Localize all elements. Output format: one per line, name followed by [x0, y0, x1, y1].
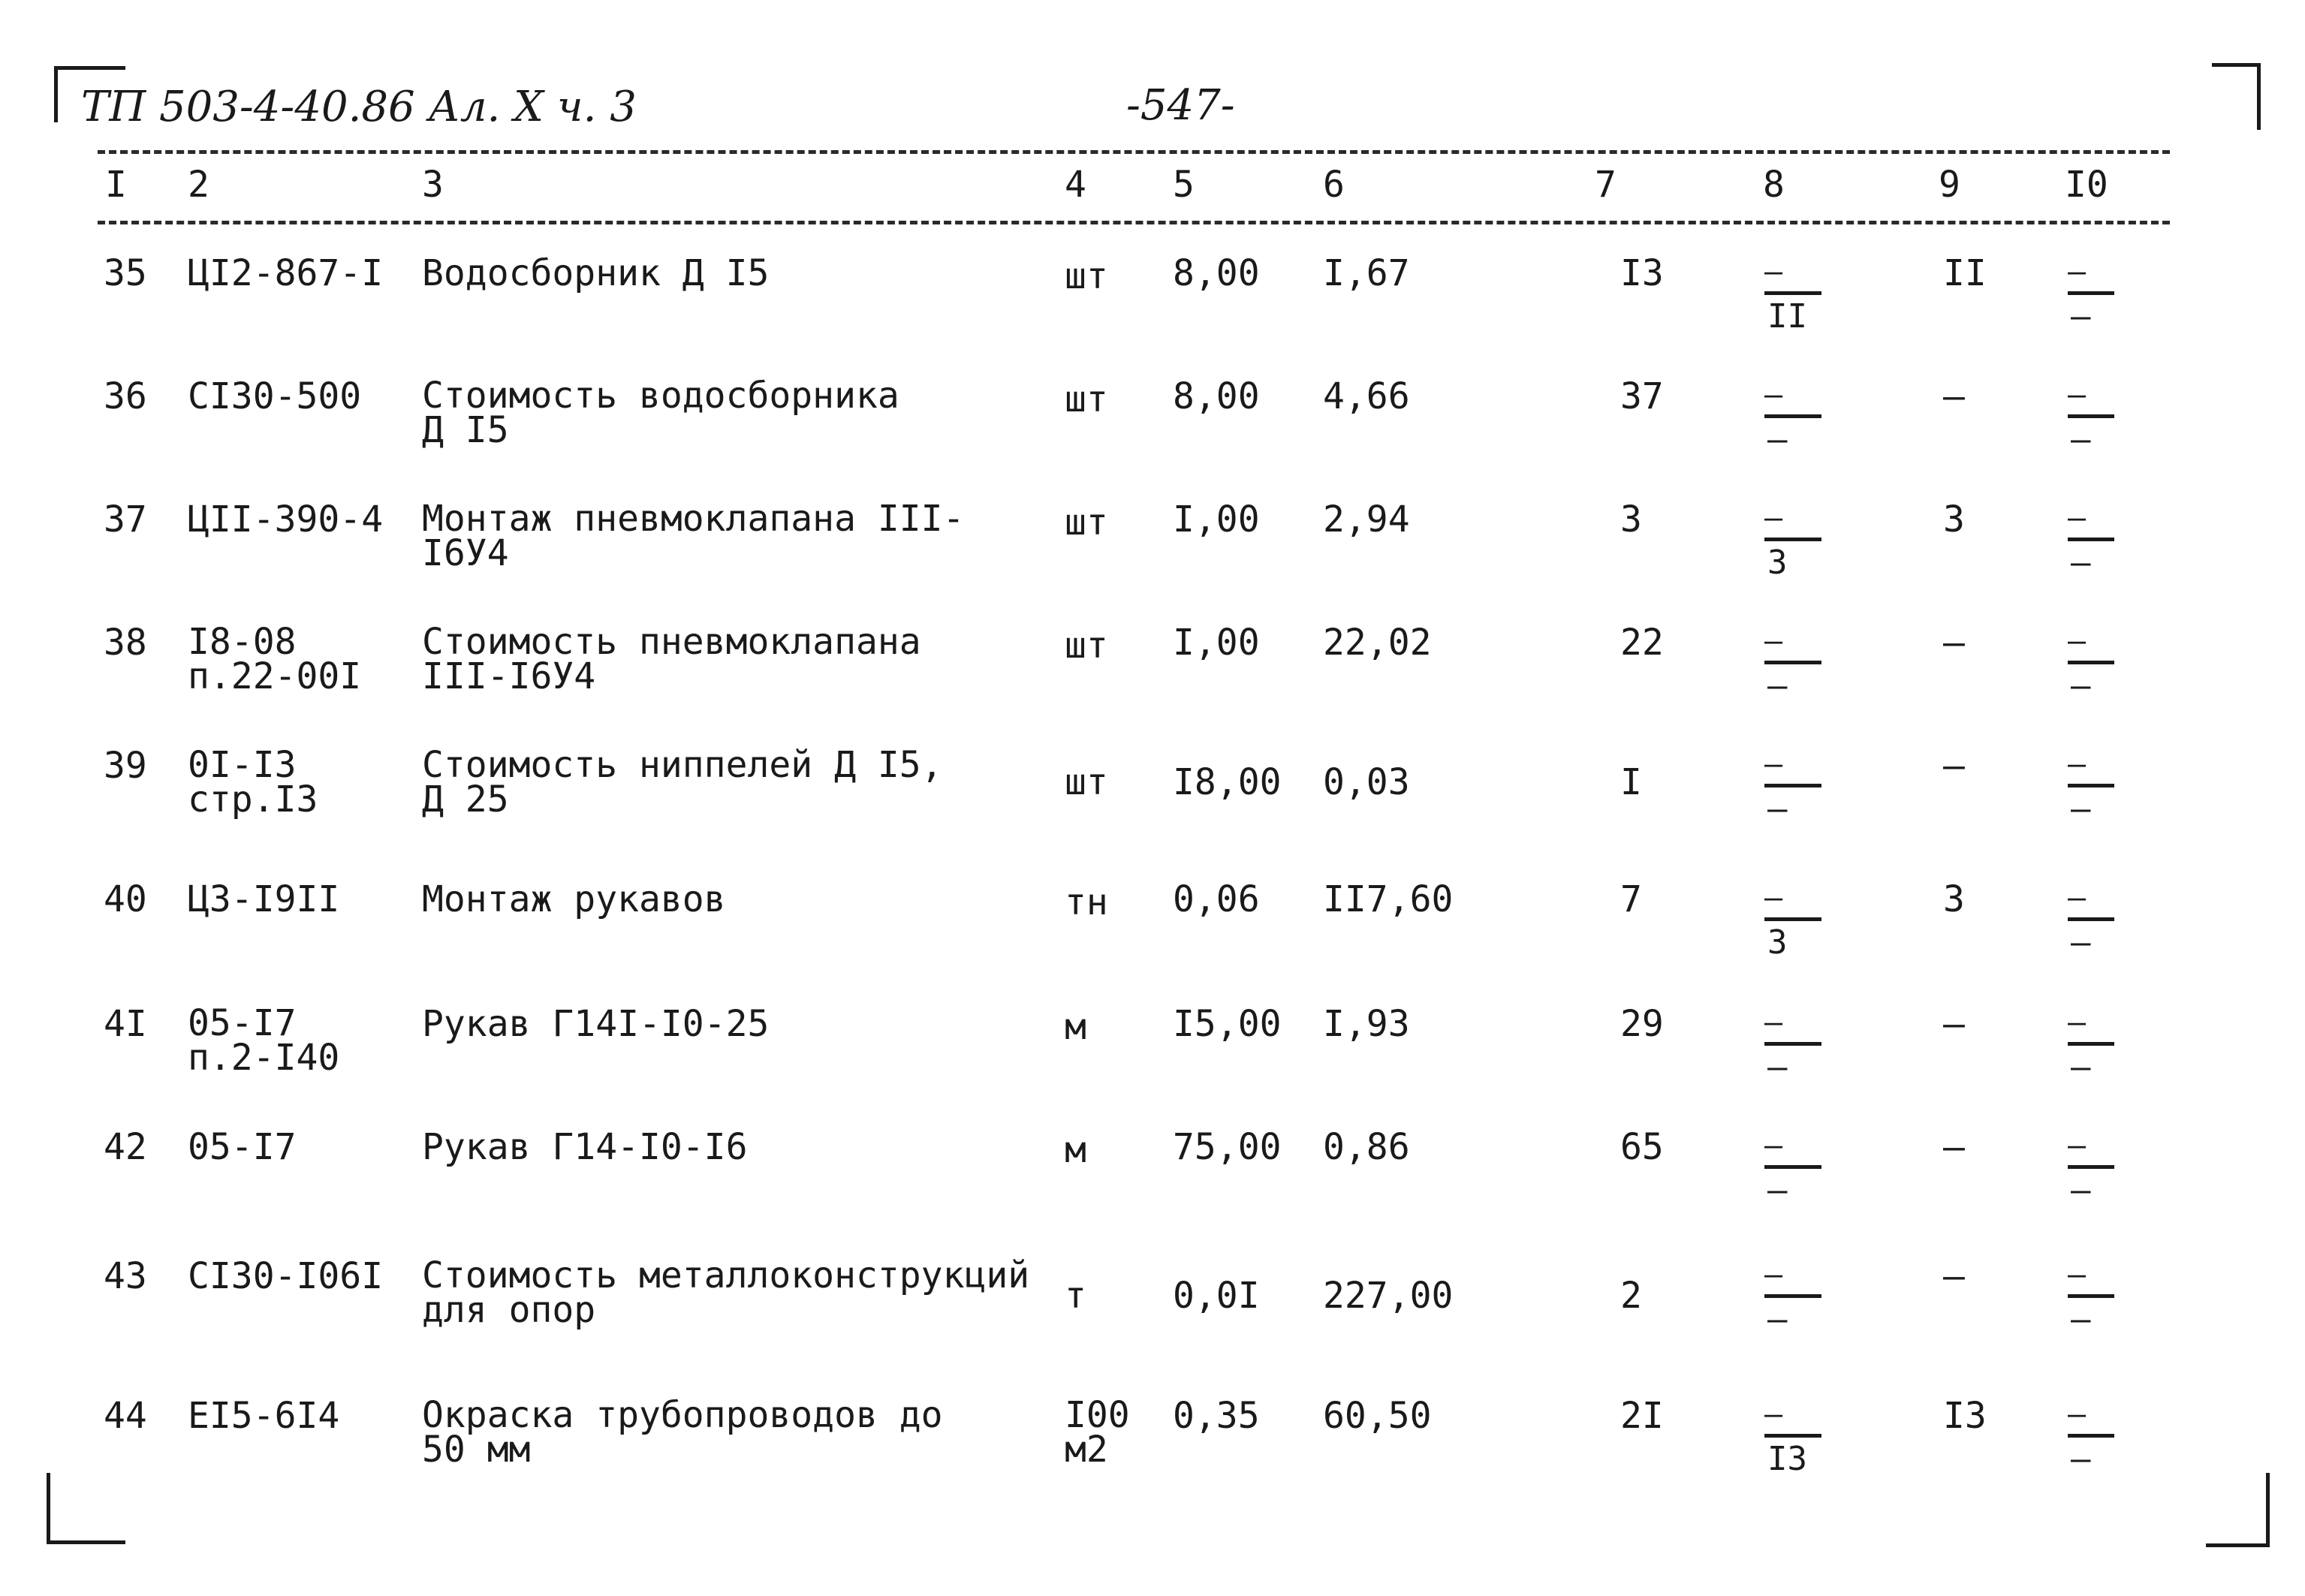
row-code: 05-I7 п.2-I40 — [188, 1002, 340, 1079]
row-col10-bar — [2068, 917, 2114, 921]
row-total: I3 — [1620, 252, 1664, 294]
column-header: 6 — [1323, 164, 1345, 206]
row-col9: II — [1943, 252, 1987, 294]
row-unit: шт — [1065, 761, 1108, 803]
column-header: 2 — [188, 164, 209, 206]
row-col8-bottom: – — [1767, 790, 1788, 828]
row-col9: – — [1943, 1003, 1965, 1045]
row-col8-bottom: 3 — [1767, 544, 1788, 582]
document-code: ТП 503-4-40.86 Ал. X ч. 3 — [81, 83, 637, 131]
row-number: 38 — [104, 622, 147, 664]
row-col9: 3 — [1943, 878, 1965, 920]
row-col8-top: – — [1764, 254, 1783, 289]
row-name: Рукав Г14I-I0-25 — [422, 1003, 770, 1045]
row-name: Водосборник Д I5 — [422, 252, 770, 294]
row-quantity: I,00 — [1173, 622, 1260, 664]
row-col8-bottom: – — [1767, 1300, 1788, 1339]
row-unit: шт — [1065, 501, 1108, 544]
column-header: 5 — [1173, 164, 1195, 206]
row-col10-bottom: – — [2071, 667, 2091, 705]
row-col8-top: – — [1764, 1257, 1783, 1292]
row-col8-bottom: – — [1767, 420, 1788, 459]
row-col10-bottom: – — [2071, 297, 2091, 336]
row-col8-bottom: – — [1767, 1048, 1788, 1086]
row-col10-bar — [2068, 784, 2114, 787]
row-col10-top: – — [2068, 1128, 2087, 1163]
row-col9: – — [1943, 745, 1965, 787]
row-number: 36 — [104, 375, 147, 417]
row-col10-bar — [2068, 1294, 2114, 1298]
row-col8-top: – — [1764, 1005, 1783, 1040]
row-price: 227,00 — [1323, 1275, 1454, 1317]
row-name: Монтаж рукавов — [422, 878, 726, 920]
row-col8-bar — [1764, 1434, 1821, 1438]
row-col10-bottom: – — [2071, 544, 2091, 582]
row-col9: – — [1943, 1126, 1965, 1168]
row-unit: шт — [1065, 625, 1108, 667]
row-unit: шт — [1065, 255, 1108, 297]
row-col10-top: – — [2068, 378, 2087, 412]
row-code: ЦII-390-4 — [188, 498, 384, 541]
row-unit: м — [1065, 1129, 1086, 1171]
row-number: 40 — [104, 878, 147, 920]
row-code: 0I-I3 стр.I3 — [188, 744, 318, 821]
row-quantity: I8,00 — [1173, 761, 1282, 803]
row-name: Окраска трубопроводов до 50 мм — [422, 1394, 943, 1471]
row-number: 39 — [104, 745, 147, 787]
row-col8-top: – — [1764, 378, 1783, 412]
row-quantity: 8,00 — [1173, 375, 1260, 417]
row-number: 4I — [104, 1003, 147, 1045]
row-quantity: 8,00 — [1173, 252, 1260, 294]
row-price: II7,60 — [1323, 878, 1454, 920]
row-col10-top: – — [2068, 1257, 2087, 1292]
row-name: Стоимость пневмоклапана III-I6У4 — [422, 621, 921, 697]
row-price: 60,50 — [1323, 1395, 1432, 1437]
row-col8-bar — [1764, 1165, 1821, 1169]
row-quantity: 0,35 — [1173, 1395, 1260, 1437]
row-col8-bar — [1764, 1042, 1821, 1046]
row-col8-top: – — [1764, 747, 1783, 781]
row-col10-bottom: – — [2071, 1300, 2091, 1339]
row-col10-bottom: – — [2071, 1440, 2091, 1478]
row-col8-bottom: I3 — [1767, 1440, 1807, 1478]
row-unit: т — [1065, 1275, 1086, 1317]
column-header: 3 — [422, 164, 444, 206]
row-price: 22,02 — [1323, 622, 1432, 664]
row-col8-top: – — [1764, 881, 1783, 915]
row-col8-top: – — [1764, 624, 1783, 658]
column-header: I0 — [2065, 164, 2108, 206]
row-col10-bar — [2068, 1434, 2114, 1438]
row-total: 3 — [1620, 498, 1642, 541]
row-price: 0,03 — [1323, 761, 1410, 803]
row-col10-top: – — [2068, 624, 2087, 658]
column-header: I — [105, 164, 127, 206]
row-col8-bar — [1764, 538, 1821, 541]
row-col10-bottom: – — [2071, 790, 2091, 828]
column-header: 8 — [1763, 164, 1785, 206]
row-code: ЦI2-867-I — [188, 252, 384, 294]
row-price: 4,66 — [1323, 375, 1410, 417]
row-unit: I00 м2 — [1065, 1394, 1130, 1471]
row-col8-top: – — [1764, 1128, 1783, 1163]
row-col8-bar — [1764, 917, 1821, 921]
row-col8-bar — [1764, 291, 1821, 295]
header-bottom-divider — [98, 221, 2170, 224]
row-quantity: I5,00 — [1173, 1003, 1282, 1045]
row-col10-bottom: – — [2071, 923, 2091, 962]
row-col10-bar — [2068, 291, 2114, 295]
row-col10-top: – — [2068, 254, 2087, 289]
row-price: I,93 — [1323, 1003, 1410, 1045]
row-col9: – — [1943, 1255, 1965, 1297]
row-number: 37 — [104, 498, 147, 541]
row-quantity: I,00 — [1173, 498, 1260, 541]
row-col8-top: – — [1764, 501, 1783, 535]
row-code: EI5-6I4 — [188, 1395, 340, 1437]
row-total: 7 — [1620, 878, 1642, 920]
row-col9: – — [1943, 622, 1965, 664]
row-total: 2I — [1620, 1395, 1664, 1437]
row-total: 65 — [1620, 1126, 1664, 1168]
row-unit: тн — [1065, 881, 1108, 923]
row-total: 29 — [1620, 1003, 1664, 1045]
row-price: I,67 — [1323, 252, 1410, 294]
row-col8-bottom: II — [1767, 297, 1807, 336]
row-col10-bar — [2068, 538, 2114, 541]
row-col10-bottom: – — [2071, 420, 2091, 459]
row-quantity: 0,0I — [1173, 1275, 1260, 1317]
row-col10-bar — [2068, 1165, 2114, 1169]
row-price: 0,86 — [1323, 1126, 1410, 1168]
sheet-number: -547- — [1126, 81, 1235, 130]
row-total: 2 — [1620, 1275, 1642, 1317]
frame-corner-bottom-left — [47, 1473, 125, 1544]
row-col10-top: – — [2068, 1397, 2087, 1432]
row-name: Стоимость ниппелей Д I5, Д 25 — [422, 744, 943, 821]
row-col10-top: – — [2068, 501, 2087, 535]
row-col8-bottom: – — [1767, 667, 1788, 705]
row-col8-top: – — [1764, 1397, 1783, 1432]
row-col10-bar — [2068, 1042, 2114, 1046]
row-quantity: 75,00 — [1173, 1126, 1282, 1168]
row-col9: 3 — [1943, 498, 1965, 541]
frame-corner-bottom-right — [2206, 1473, 2270, 1547]
row-col9: I3 — [1943, 1395, 1987, 1437]
row-number: 35 — [104, 252, 147, 294]
column-header: 9 — [1939, 164, 1960, 206]
row-number: 43 — [104, 1255, 147, 1297]
row-unit: шт — [1065, 378, 1108, 420]
row-col10-bottom: – — [2071, 1171, 2091, 1209]
row-total: 37 — [1620, 375, 1664, 417]
row-col8-bar — [1764, 1294, 1821, 1298]
row-col10-bar — [2068, 414, 2114, 418]
row-code: CI30-500 — [188, 375, 362, 417]
row-col8-bar — [1764, 414, 1821, 418]
row-total: 22 — [1620, 622, 1664, 664]
row-total: I — [1620, 761, 1642, 803]
row-col10-top: – — [2068, 1005, 2087, 1040]
row-name: Монтаж пневмоклапана III- I6У4 — [422, 498, 965, 574]
row-col8-bar — [1764, 784, 1821, 787]
frame-corner-top-right — [2212, 63, 2261, 130]
column-header: 4 — [1065, 164, 1086, 206]
header-top-divider — [98, 150, 2170, 154]
row-name: Стоимость водосборника Д I5 — [422, 375, 899, 451]
row-code: 05-I7 — [188, 1126, 297, 1168]
row-col10-top: – — [2068, 881, 2087, 915]
row-price: 2,94 — [1323, 498, 1410, 541]
row-code: CI30-I06I — [188, 1255, 384, 1297]
row-col9: – — [1943, 375, 1965, 417]
row-unit: м — [1065, 1006, 1086, 1048]
row-col8-bottom: – — [1767, 1171, 1788, 1209]
row-name: Стоимость металлоконструкций для опор — [422, 1254, 1030, 1331]
row-name: Рукав Г14-I0-I6 — [422, 1126, 748, 1168]
row-col8-bar — [1764, 661, 1821, 664]
column-header: 7 — [1595, 164, 1617, 206]
row-code: Ц3-I9II — [188, 878, 340, 920]
row-col10-top: – — [2068, 747, 2087, 781]
row-col10-bottom: – — [2071, 1048, 2091, 1086]
row-col10-bar — [2068, 661, 2114, 664]
row-number: 42 — [104, 1126, 147, 1168]
row-code: I8-08 п.22-00I — [188, 621, 362, 697]
row-number: 44 — [104, 1395, 147, 1437]
row-col8-bottom: 3 — [1767, 923, 1788, 962]
row-quantity: 0,06 — [1173, 878, 1260, 920]
